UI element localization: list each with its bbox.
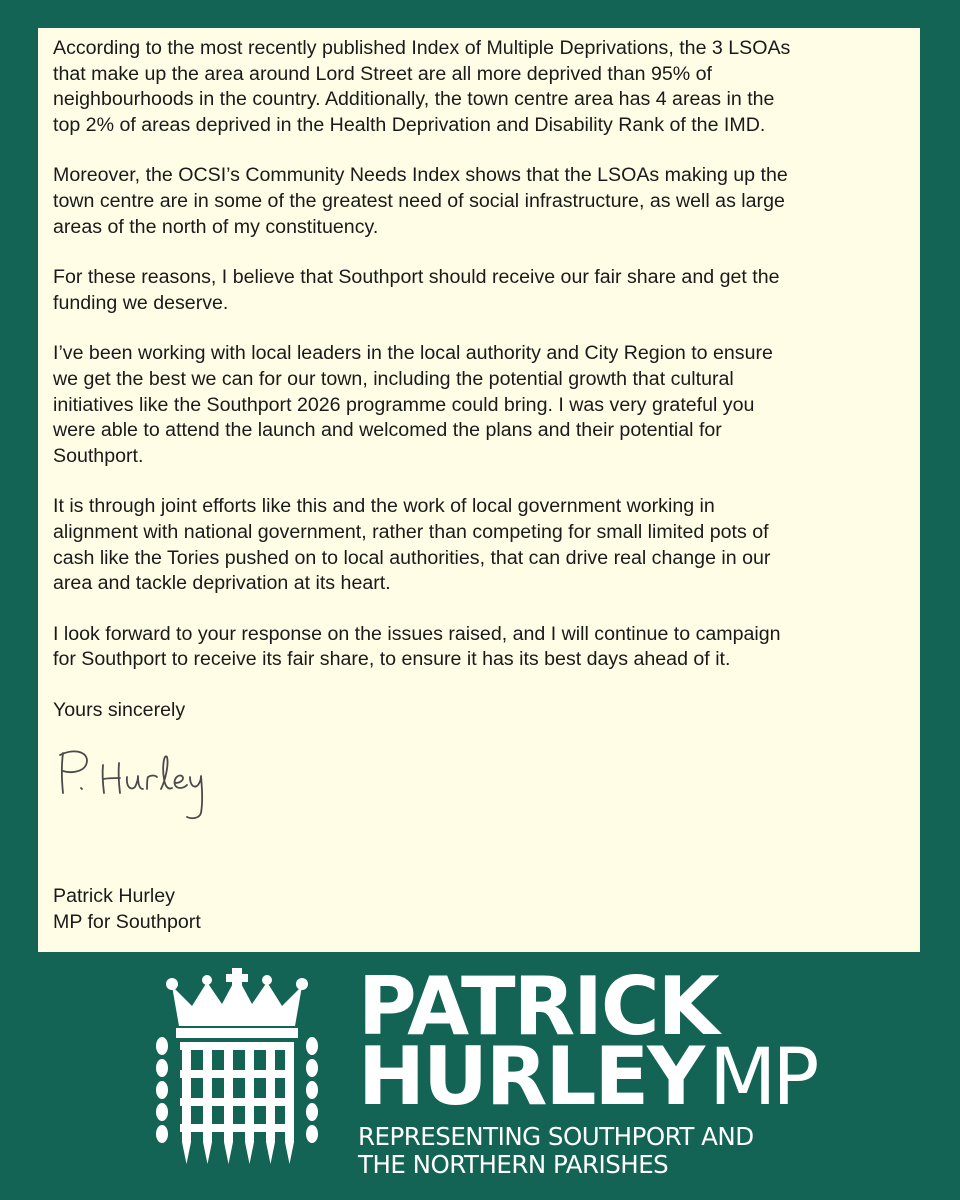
letter-paragraph-1: According to the most recently published Index of Multiple Deprivations, the 3 LSOAs that make up the area around Lord Street are all more deprived than 95% of neighbourhoods in the country. Additionally, the town centre area has 4 areas in the top 2% of areas deprived in the Health Deprivation and Disability Rank of the IMD. xyxy=(53,37,791,136)
tagline-line-1: REPRESENTING SOUTHPORT AND xyxy=(358,1122,754,1151)
letter-paragraph-3: For these reasons, I believe that Southport should receive our fair share and get the funding we deserve. xyxy=(53,266,780,314)
signatory-name: Patrick Hurley xyxy=(53,885,175,907)
brand-suffix-mp: MP xyxy=(709,1033,816,1123)
signatory-block xyxy=(53,883,201,935)
portcullis-crest-icon xyxy=(152,968,322,1168)
brand-block xyxy=(358,960,816,1179)
tagline-line-2: THE NORTHERN PARISHES xyxy=(358,1150,669,1179)
letter-paragraph-5: It is through joint efforts like this and the work of local government working in alignment with national government, rather than competing for small limited pots of cash like the Tories pushed on to local authorities, that can drive real change in our area and tackle deprivation at its heart. xyxy=(53,495,771,595)
brand-last-name: HURLEY xyxy=(358,1030,704,1123)
letter-paragraph-6: I look forward to your response on the issues raised, and I will continue to campaign for Southport to receive its fair share, to ensure it has its best days ahead of it. xyxy=(53,622,781,671)
letter-paragraph-2: Moreover, the OCSI’s Community Needs Index shows that the LSOAs making up the town centre are in some of the greatest need of social infrastructure, as well as large areas of the north of my constituency. xyxy=(53,164,788,238)
handwritten-signature xyxy=(51,743,271,833)
letter-page xyxy=(38,28,920,952)
letter-paragraph-4: I’ve been working with local leaders in the local authority and City Region to ensure we get the best we can for our town, including the potential growth that cultural initiatives like the Southport 2026 programme could bring. I was very grateful you were able to attend the launch and welcomed the plans and their potential for Southport. xyxy=(53,342,773,467)
brand-first-name: PATRICK xyxy=(358,960,718,1053)
brand-surname-row xyxy=(358,1030,816,1123)
letter-closing: Yours sincerely xyxy=(53,698,186,721)
signatory-title: MP for Southport xyxy=(53,911,201,933)
